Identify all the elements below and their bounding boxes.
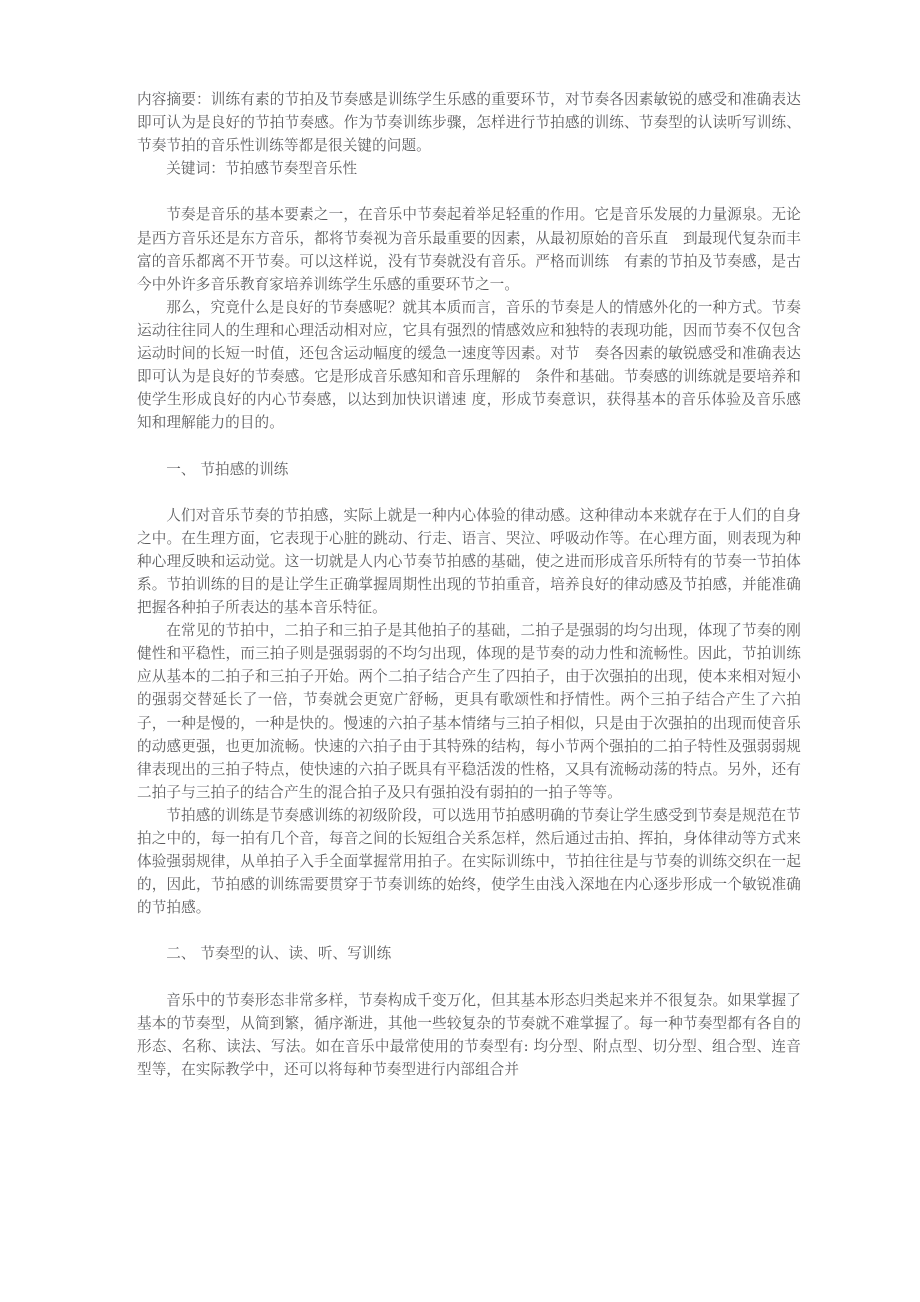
section-one-paragraph-1: 人们对音乐节奏的节拍感，实际上就是一种内心体验的律动感。这种律动本来就存在于人们的自身之中。在生理方面，它表现于心脏的跳动、行走、语言、哭泣、呼吸动作等。在心理方面，则表现为种种心理反映和运动觉。这一切就是人内心节奏节拍感的基础，使之进而形成音乐所特有的节奏一节拍体系。节拍训练的目的是让学生正确掌握周期性出现的节拍重音，培养良好的律动感及节拍感，并能准确把握各种拍子所表达的基本音乐特征。: [137, 506, 801, 617]
section-one-heading: 一、 节拍感的训练: [166, 460, 289, 478]
abstract-body: 内容摘要：训练有素的节拍及节奏感是训练学生乐感的重要环节，对节奏各因素敏锐的感受和准确表达即可认为是良好的节拍节奏感。作为节奏训练步骤，怎样进行节拍感的训练、节奏型的认读听写训练、节奏节拍的音乐性训练等都是很关键的问题。: [137, 91, 801, 155]
section-two-paragraph-1: 音乐中的节奏形态非常多样，节奏构成千变万化，但其基本形态归类起来并不很复杂。如果掌握了基本的节奏型，从简到繁，循序渐进，其他一些较复杂的节奏就不难掌握了。每一种节奏型都有各自的形态、名称、读法、写法。如在音乐中最常使用的节奏型有: 均分型、附点型、切分型、组合型、连音型等，在实际教学中，还可以将每种节奏型进行内部组合并: [137, 991, 801, 1078]
section-two-heading: 二、 节奏型的认、读、听、写训练: [166, 945, 392, 963]
section-one-paragraph-2: 在常见的节拍中，二拍子和三拍子是其他拍子的基础，二拍子是强弱的均匀出现，体现了节奏的刚健性和平稳性，而三拍子则是强弱弱的不均匀出现，体现的是节奏的动力性和流畅性。因此，节拍训练应从基本的二拍子和三拍子开始。两个二拍子结合产生了四拍子，由于次强拍的出现，使本来相对短小的强弱交替延长了一倍，节奏就会更宽广舒畅，更具有歌颂性和抒情性。两个三拍子结合产生了六拍子，一种是慢的，一种是快的。慢速的六拍子基本情绪与三拍子相似，只是由于次强拍的出现而使音乐的动感更强，也更加流畅。快速的六拍子由于其特殊的结构，每小节两个强拍的二拍子特性及强弱弱规律表现出的三拍子特点，使快速的六拍子既具有平稳活泼的性格，又具有流畅动荡的特点。另外，还有二拍子与三拍子的结合产生的混合拍子及只有强拍没有弱拍的一拍子等等。: [137, 622, 801, 801]
spacer: [137, 434, 801, 457]
section-one-paragraph-3: 节拍感的训练是节奏感训练的初级阶段，可以选用节拍感明确的节奏让学生感受到节奏是规范在节拍之中的，每一拍有几个音，每音之间的长短组合关系怎样，然后通过击拍、挥拍，身体律动等方式来体验强弱规律，从单拍子入手全面掌握常用拍子。在实际训练中，节拍往往是与节奏的训练交织在一起的，因此，节拍感的训练需要贯穿于节奏训练的始终，使学生由浅入深地在内心逐步形成一个敏锐准确的节拍感。: [137, 806, 801, 917]
intro-paragraph-1: 节奏是音乐的基本要素之一，在音乐中节奏起着举足轻重的作用。它是音乐发展的力量源泉。无论是西方音乐还是东方音乐，都将节奏视为音乐最重要的因素，从最初原始的音乐直 到最现代复杂而丰富的音乐都离不开节奏。可以这样说，没有节奏就没有音乐。严格而训练 有素的节拍及节奏感，是古今中外许多音乐教育家培养训练学生乐感的重要环节之一。: [137, 206, 801, 293]
spacer: [137, 966, 801, 989]
document-text-column: [137, 88, 801, 1081]
abstract-keywords: 关键词：节拍感节奏型音乐性: [166, 160, 358, 178]
intro-paragraph-2: 那么，究竟什么是良好的节奏感呢？就其本质而言，音乐的节奏是人的情感外化的一种方式。节奏运动往往同人的生理和心理活动相对应，它具有强烈的情感效应和独特的表现功能，因而节奏不仅包含运动时间的长短一时值，还包含运动幅度的缓急一速度等因素。对节 奏各因素的敏锐感受和准确表达即可认为是良好的节奏感。它是形成音乐感知和音乐理解的 条件和基础。节奏感的训练就是要培养和使学生形成良好的内心节奏感，以达到加快识谱速 度，形成节奏意识，获得基本的音乐体验及音乐感知和理解能力的目的。: [137, 298, 801, 432]
spacer: [137, 180, 801, 203]
spacer: [137, 919, 801, 942]
spacer: [137, 481, 801, 504]
